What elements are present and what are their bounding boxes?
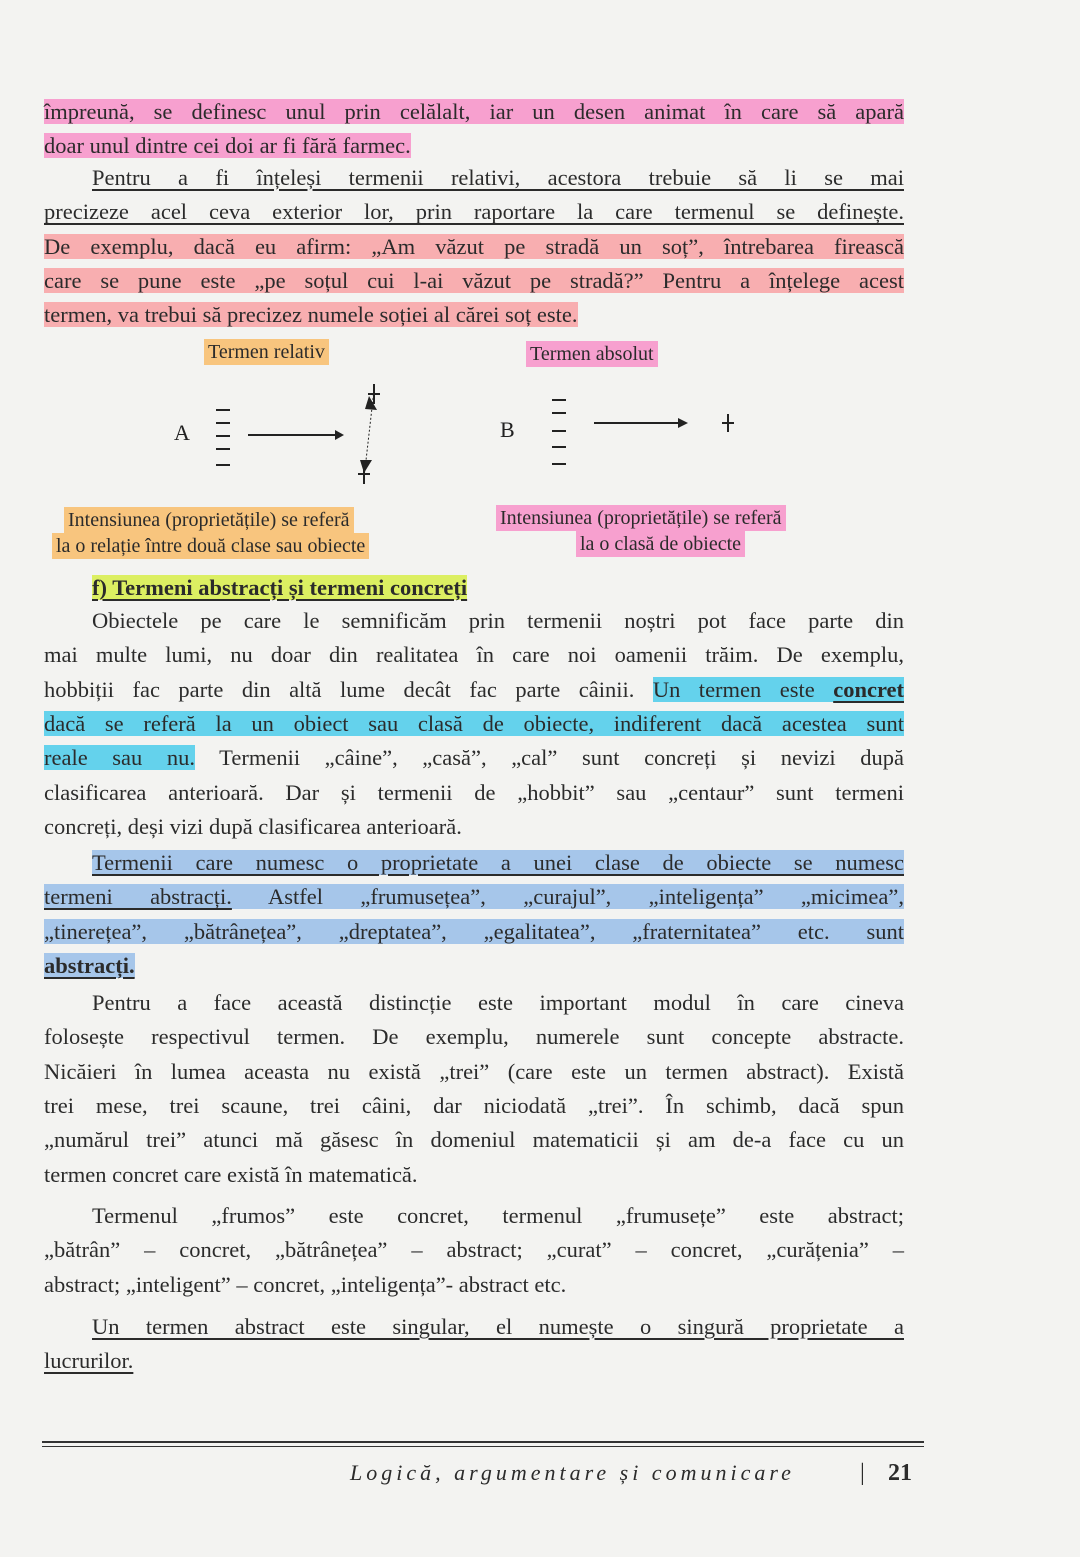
relative-absolute-diagram [150,380,790,490]
text-segment: abstract; „inteligent” – concret, „inteligența”- abstract etc. [44,1271,567,1297]
highlighted-text: Astfel „frumusețea”, „curajul”, „inteligența” „micimea”, [231,884,904,910]
symbol-b: B [500,417,515,442]
highlighted-text: termen, va trebui să precizez numele soției al cărei soț este. [44,302,578,328]
highlighted-text: Un termen este [652,676,834,702]
text-line [44,917,904,947]
text-segment: termen concret care există în matematică. [44,1161,418,1187]
text-segment: clasificarea anterioară. Dar și termenii de „hobbit” sau „centaur” sunt termeni [44,779,904,805]
text-line [44,97,904,127]
text-line [44,1346,904,1376]
text-line [44,232,904,262]
text-line [44,951,904,981]
text-segment: Termenul „frumos” este concret, termenul „frumusețe” este abstract; [92,1203,904,1228]
symbol-a: A [174,420,190,445]
text-line [44,606,904,636]
absolute-caption-line-2: la o clasă de obiecte [576,531,745,557]
text-segment: Termenii „câine”, „casă”, „cal” sunt concreți și nevizi după [195,745,904,771]
relative-double-arrow [358,384,380,484]
highlighted-text: care se pune este „pe soțul cui l-ai văzut pe stradă?” Pentru a înțelege acest [44,267,904,293]
highlighted-text: abstracți. [44,952,135,978]
absolute-caption-line-1: Intensiunea (proprietățile) se referă [496,505,786,531]
highlighted-text: Termenii care numesc o proprietate a unei clase de obiecte se numesc [92,850,904,875]
footer-rule [42,1441,924,1443]
relative-dashes [216,410,230,465]
text-segment: Pentru a fi înțeleși termenii relativi, acestora trebuie să li se mai [92,165,904,190]
text-line [44,197,904,227]
highlighted-text: „tinerețea”, „bătrânețea”, „dreptatea”, „egalitatea”, „fraternitatea” etc. sunt [44,918,904,944]
text-line [44,573,904,603]
highlighted-text: termeni abstracți. [44,884,232,910]
footer-rule-thin [42,1446,924,1447]
footer-separator: | [860,1460,865,1486]
text-line [44,848,904,878]
highlighted-text: împreună, se definesc unul prin celălalt, iar un desen animat în care să apară [44,99,904,124]
text-segment: hobbiții fac parte din altă lume decât fac parte câinii. [44,676,653,702]
absolute-dashes [552,400,566,464]
relative-caption-line-1: Intensiunea (proprietățile) se referă [64,507,354,533]
text-line [44,1235,904,1265]
text-line [44,163,904,193]
text-line [44,131,904,161]
text-line [44,882,904,912]
text-line [44,709,904,739]
text-segment: concreți, deși vizi după clasificarea anterioară. [44,813,462,839]
text-segment: trei mese, trei scaune, trei câini, dar niciodată „trei”. În schimb, dacă spun [44,1092,904,1118]
text-line [44,1022,904,1052]
text-line [44,988,904,1018]
text-segment: „numărul trei” atunci mă găsesc în domeniul matematicii și am de-a face cu un [44,1127,904,1153]
text-segment: Obiectele pe care le semnificăm prin termenii noștri pot face parte din [92,608,904,633]
text-segment: Nicăieri în lumea aceasta nu există „trei” (care este un termen abstract). Există [44,1058,904,1084]
text-segment: Un termen abstract este singular, el numește o singură proprietate a [92,1314,904,1339]
highlighted-text: dacă se referă la un obiect sau clasă de obiecte, indiferent dacă acestea sunt [44,710,904,736]
highlighted-text: concret [833,676,904,702]
text-line [44,1125,904,1155]
highlighted-text: reale sau nu. [44,745,195,771]
page-number: 21 [888,1460,912,1486]
text-segment: precizeze acel ceva exterior lor, prin raportare la care termenul se definește. [44,199,904,225]
text-line [44,1057,904,1087]
absolute-arrow [594,418,688,428]
text-segment: mai multe lumi, nu doar din realitatea în care noi oamenii trăim. De exemplu, [44,642,904,668]
absolute-term-title: Termen absolut [526,341,658,367]
footer-book-title: Logică, argumentare și comunicare [350,1460,795,1485]
text-line [44,1160,904,1190]
text-segment: „bătrân” – concret, „bătrânețea” – abstract; „curat” – concret, „curățenia” – [44,1237,904,1263]
text-line [44,743,904,773]
text-line [44,675,904,705]
text-segment: lucrurilor. [44,1348,134,1374]
highlighted-text: f) Termeni abstracți și termeni concreți [92,575,468,600]
text-line [44,1091,904,1121]
text-line [44,812,904,842]
text-line [44,778,904,808]
text-segment: Pentru a face această distincție este important modul în care cineva [92,990,904,1015]
highlighted-text: doar unul dintre cei doi ar fi fără farmec. [44,133,411,159]
absolute-point-icon [722,414,734,432]
text-line [44,266,904,296]
text-line [44,1201,904,1231]
relative-caption-line-2: la o relație între două clase sau obiecte [52,533,369,559]
relative-arrow [248,430,344,440]
text-segment: folosește respectivul termen. De exemplu, numerele sunt concepte abstracte. [44,1024,904,1050]
text-line [44,1312,904,1342]
text-line [44,300,904,330]
relative-term-title: Termen relativ [204,339,329,365]
highlighted-text: De exemplu, dacă eu afirm: „Am văzut pe stradă un soț”, întrebarea firească [44,233,904,259]
text-line [44,1270,904,1300]
text-line [44,640,904,670]
